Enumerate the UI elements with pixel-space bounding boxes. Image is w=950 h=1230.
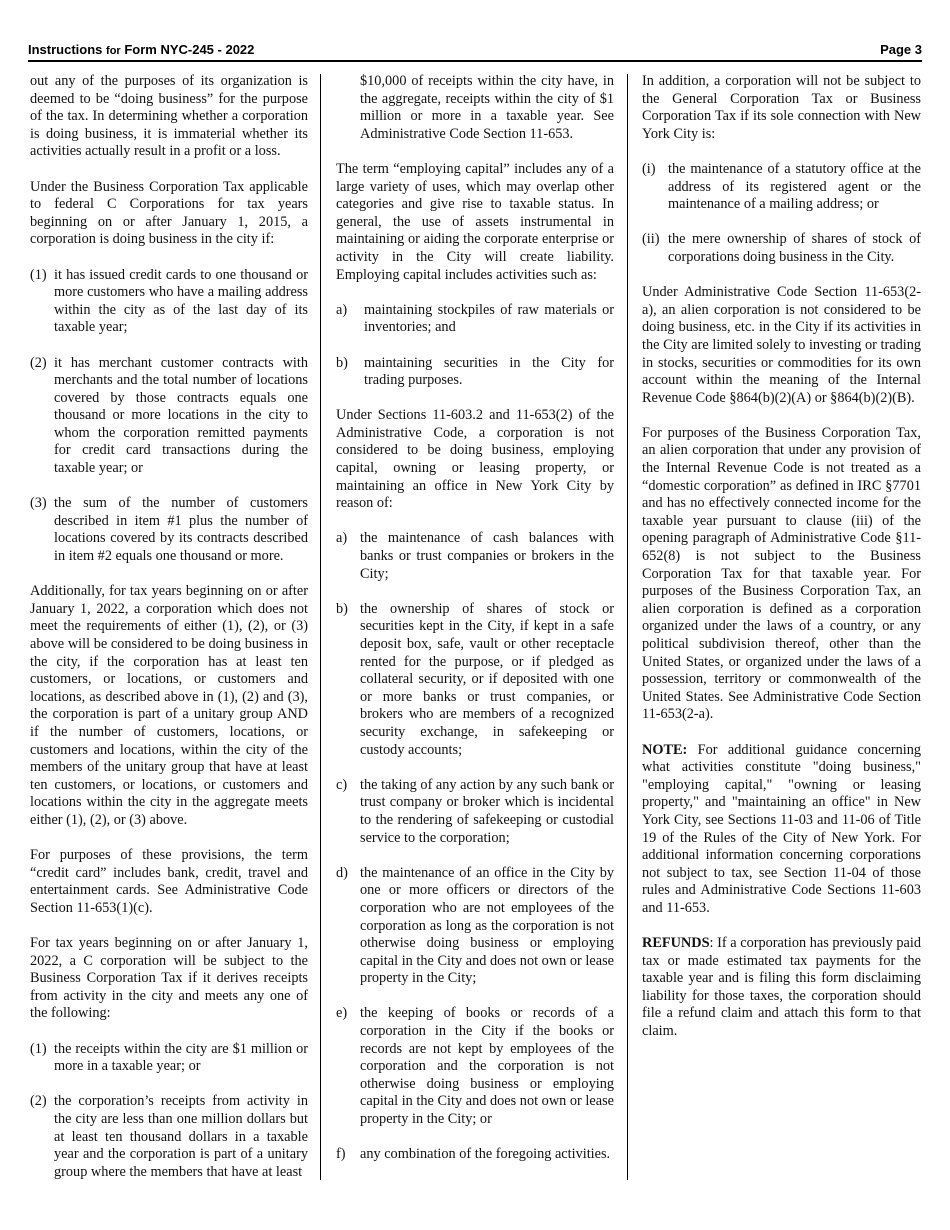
list-label: b) (336, 600, 348, 617)
page-number: Page 3 (880, 42, 922, 57)
list-item (336, 1146, 614, 1164)
list-text: any combination of the foregoing activities. (360, 1146, 611, 1163)
paragraph: Under Sections 11-603.2 and 11-653(2) of the Administrative Code, a corporation is not considered to be doing business, employing capital, owning or leasing property, or maintaining an office in New York City by reason of: (336, 407, 614, 512)
paragraph: For purposes of these provisions, the term “credit card” includes bank, credit, travel and entertainment cards. See Administrative Code Section 11-653(1)(c). (30, 847, 308, 916)
list-text: the keeping of books or records of a corporation in the City if the books or records are not kept by employees of the corporation and the corporation is not otherwise doing business or employing capital in the City and does not own or lease property in the City; or (360, 1005, 614, 1128)
list-item (30, 1093, 308, 1181)
column-3 (642, 73, 921, 1058)
list-item (30, 267, 308, 337)
column-2 (336, 73, 614, 1181)
list-label: (i) (642, 160, 656, 177)
list-item (336, 1005, 614, 1128)
paragraph: For tax years beginning on or after January 1, 2022, a C corporation will be subject to the Business Corporation Tax if it derives receipts from activity in the city and meets any one of the following: (30, 935, 308, 1022)
list-item (30, 495, 308, 565)
paragraph: Under the Business Corporation Tax applicable to federal C Corporations for tax years beginning on or after January 1, 2015, a corporation is doing business in the city if: (30, 178, 308, 248)
list-label: (1) (30, 266, 47, 283)
page-header (28, 40, 922, 62)
list-item (30, 355, 308, 478)
refunds-text: : If a corporation has previously paid tax or made estimated tax payments for the taxable year and is filing this form disclaiming liability for those taxes, the corporation should file a refund claim and attach this form to that claim. (642, 935, 921, 1040)
list-label: (3) (30, 495, 47, 512)
list-text: the maintenance of cash balances with banks or trust companies or brokers in the City; (360, 530, 614, 582)
list-label: d) (336, 864, 348, 881)
list-text: it has merchant customer contracts with merchants and the total number of locations covered by those contracts equals one thousand or more locations in the city to whom the corporation remitted payments for credit card transactions during the taxable year; or (54, 354, 308, 477)
list-item (336, 302, 614, 337)
list-item (336, 865, 614, 988)
list-label: (1) (30, 1040, 47, 1057)
title-main: Instructions (28, 42, 103, 57)
column-divider-2 (627, 74, 628, 1180)
paragraph: In addition, a corporation will not be subject to the General Corporation Tax or Business Corporation Tax if its sole connection with New York City is: (642, 73, 921, 142)
list-label: e) (336, 1005, 348, 1022)
paragraph: out any of the purposes of its organization is deemed to be “doing business” for the purpose of the tax. In determining whether a corporation is doing business, it is immaterial whether its activities actually result in a profit or a loss. (30, 73, 308, 160)
note-paragraph (642, 742, 921, 918)
list-item (336, 601, 614, 759)
list-text: the maintenance of a statutory office at the address of its registered agent or the maintenance of a mailing address; or (668, 160, 921, 213)
refunds-paragraph (642, 935, 921, 1041)
list-text: the mere ownership of shares of stock of corporations doing business in the City. (668, 231, 921, 265)
list-label: a) (336, 301, 348, 318)
refunds-label: REFUNDS (642, 935, 710, 952)
list-label: c) (336, 776, 348, 793)
paragraph: For purposes of the Business Corporation Tax, an alien corporation that under any provision of the Internal Revenue Code is not treated as a “domestic corporation” as defined in IRC §7701 and has no effectively connected income for the taxable year pursuant to clause (iii) of the opening paragraph of Administrative Code §11-652(8) is not subject to the Business Corporation Tax for that taxable year. For purposes of the Business Corporation Tax, an alien corporation is defined as a corporation organized under the laws of a country, or any political subdivision thereof, other than the United States, or organized under the laws of a possession, territory or commonwealth of the United States. See Administrative Code Section 11-653(2-a). (642, 424, 921, 723)
list-label: f) (336, 1146, 346, 1163)
list-item (336, 355, 614, 390)
list-label: (2) (30, 1093, 47, 1110)
paragraph: The term “employing capital” includes any of a large variety of uses, which may overlap other categories and give rise to taxable status. In general, the use of assets instrumental in maintaining or aiding the corporate enterprise or activity in the City will create liability. Employing capital includes activities such as: (336, 160, 614, 283)
list-text: the sum of the number of customers described in item #1 plus the number of locations covered by its contracts described in item #2 equals one thousand or more. (54, 495, 308, 565)
note-text: For additional guidance concerning what activities constitute "doing business," "employing capital," "owning or leasing property," and "maintaining an office" in New York City, see Sections 11-03 and 11-06 of Title 19 of the Rules of the City of New York. For additional information concerning corporations not subject to tax, see Section 11-04 of those rules and Administrative Code Sections 11-603 and 11-653. (642, 741, 921, 916)
column-1 (30, 73, 308, 1199)
title-small: for (106, 45, 121, 57)
list-item (642, 161, 921, 214)
list-text: the corporation’s receipts from activity in the city are less than one million dollars but at least ten thousand dollars in a taxable year and the corporation is part of a unitary group where the members that have at least (54, 1093, 308, 1180)
list-item (30, 1041, 308, 1076)
continued-text: $10,000 of receipts within the city have, in the aggregate, receipts within the city of $1 million or more in a taxable year. See Administrative Code Section 11-653. (360, 73, 614, 142)
list-label: (2) (30, 354, 47, 371)
list-item (336, 777, 614, 847)
paragraph: Additionally, for tax years beginning on or after January 1, 2022, a corporation which does not meet the requirements of either (1), (2), or (3) above will be considered to be doing business in the city, if the corporation has at least ten customers, or locations, or customers and locations, as described above in (1), (2) and (3), the corporation is part of a unitary group AND if the number of customers, locations, or customers and locations, within the city of the members of the unitary group that have at least ten customers, or locations, or customers and locations within the city in the aggregate meets either (1), (2), or (3) above. (30, 583, 308, 828)
list-item (336, 530, 614, 583)
list-text: maintaining stockpiles of raw materials or inventories; and (364, 301, 614, 336)
list-text: maintaining securities in the City for trading purposes. (364, 354, 614, 389)
list-text: the ownership of shares of stock or securities kept in the City, if kept in a safe deposit box, safe, vault or other receptacle rented for the purpose, or if pledged as collateral security, or if deposited with one or more banks or trust companies, or brokers who are members of a recognized security exchange, in safekeeping or custody accounts; (360, 600, 614, 758)
title-form: Form NYC-245 - 2022 (124, 42, 255, 57)
form-title (28, 42, 254, 57)
note-label: NOTE: (642, 741, 688, 758)
list-text: the taking of any action by any such bank or trust company or broker which is incidental to the rendering of safekeeping or custodial service to the corporation; (360, 776, 614, 846)
list-text: the receipts within the city are $1 million or more in a taxable year; or (54, 1040, 308, 1075)
list-text: the maintenance of an office in the City by one or more officers or directors of the corporation who are not employees of the corporation as long as the corporation is not otherwise doing business or employing capital in the City and does not own or lease property in the City; (360, 864, 614, 987)
paragraph: Under Administrative Code Section 11-653(2-a), an alien corporation is not considered to be doing business, etc. in the City if its activities in the City are limited solely to investing or trading in stocks, securities or commodities for its own account within the meaning of the Internal Revenue Code §864(b)(2)(A) or §864(b)(2)(B). (642, 284, 921, 406)
list-label: a) (336, 530, 348, 547)
list-item (642, 231, 921, 266)
column-divider-1 (320, 74, 321, 1180)
list-label: (ii) (642, 231, 660, 248)
list-label: b) (336, 354, 348, 371)
list-text: it has issued credit cards to one thousand or more customers who have a mailing address within the city as of the last day of its taxable year; (54, 266, 308, 336)
